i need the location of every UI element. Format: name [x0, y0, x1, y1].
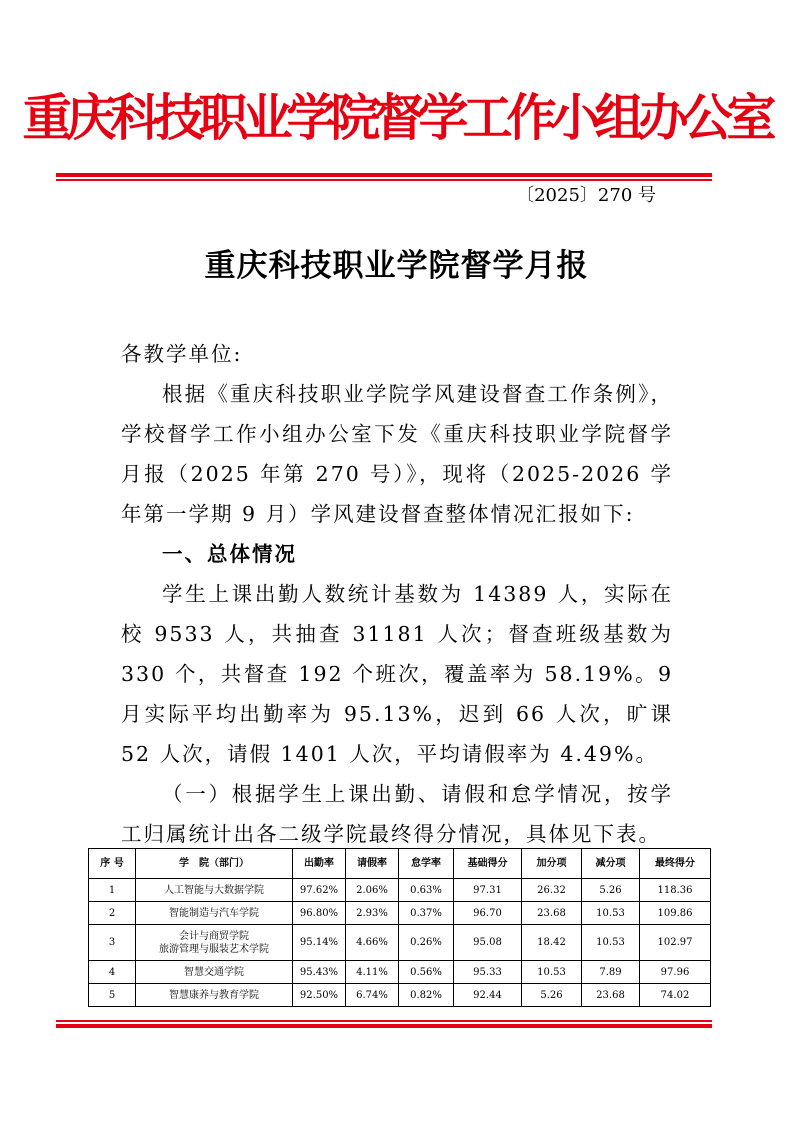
table-cell-attendance: 95.14%: [293, 925, 346, 961]
subsection-paragraph: （一）根据学生上课出勤、请假和怠学情况，按学工归属统计出各二级学院最终得分情况，具体见下表。: [121, 782, 673, 846]
overview-paragraph: 学生上课出勤人数统计基数为 14389 人，实际在校 9533 人，共抽查 31181 人次；督查班级基数为 330 个，共督查 192 个班次，覆盖率为 58.19%。9 月实际平均出勤率为 95.13%，迟到 66 人次，旷课 52 人次，请假 1401 人次，平均请假率为 4.49%。: [121, 582, 673, 766]
section-heading: 一、总体情况: [162, 542, 297, 566]
office-masthead: 重庆科技职业学院督学工作小组办公室: [22, 89, 771, 147]
table-cell-attendance: 96.80%: [293, 902, 346, 925]
table-header-cell: 怠学率: [399, 849, 454, 879]
table-cell-units: [136, 984, 293, 1007]
table-cell-bonus: 23.68: [522, 902, 582, 925]
table-cell-bonus: 10.53: [522, 961, 582, 984]
table-cell-units: [136, 961, 293, 984]
document-number: 〔2025〕270 号: [516, 185, 656, 206]
table-header-cell: 序 号: [89, 849, 136, 879]
table-cell-base: 96.70: [454, 902, 522, 925]
table-row: [89, 902, 711, 925]
table-cell-truancy: 0.26%: [399, 925, 454, 961]
document-title: 重庆科技职业学院督学月报: [204, 248, 589, 284]
table-cell-attendance: 97.62%: [293, 879, 346, 902]
table-cell-base: 92.44: [454, 984, 522, 1007]
table-cell-no: 3: [89, 925, 136, 961]
table-cell-deduction: 10.53: [582, 925, 640, 961]
table-cell-deduction: 10.53: [582, 902, 640, 925]
document-body: [121, 334, 673, 854]
table-cell-bonus: 26.32: [522, 879, 582, 902]
table-cell-truancy: 0.56%: [399, 961, 454, 984]
table-cell-deduction: 23.68: [582, 984, 640, 1007]
table-cell-leave: 4.11%: [346, 961, 399, 984]
table-cell-final: 102.97: [640, 925, 711, 961]
table-cell-base: 95.08: [454, 925, 522, 961]
score-table: [88, 848, 711, 1007]
table-cell-bonus: 18.42: [522, 925, 582, 961]
table-cell-units: [136, 902, 293, 925]
table-row: [89, 961, 711, 984]
table-header-cell: 学 院（部门）: [136, 849, 293, 879]
table-cell-units: [136, 925, 293, 961]
table-cell-final: 97.96: [640, 961, 711, 984]
table-header-cell: 出勤率: [293, 849, 346, 879]
table-header-cell: 基础得分: [454, 849, 522, 879]
salutation: 各教学单位:: [121, 342, 243, 366]
table-cell-base: 97.31: [454, 879, 522, 902]
table-row: [89, 984, 711, 1007]
table-cell-leave: 2.93%: [346, 902, 399, 925]
table-cell-no: 1: [89, 879, 136, 902]
unit-name: 会计与商贸学院: [179, 930, 249, 942]
table-cell-truancy: 0.82%: [399, 984, 454, 1007]
intro-paragraph: 根据《重庆科技职业学院学风建设督查工作条例》，学校督学工作小组办公室下发《重庆科技职业学院督学月报（2025 年第 270 号）》，现将（2025-2026 学年第一学期 9 月）学风建设督查整体情况汇报如下:: [121, 382, 673, 526]
table-header-cell: 加分项: [522, 849, 582, 879]
table-cell-truancy: 0.63%: [399, 879, 454, 902]
table-cell-truancy: 0.37%: [399, 902, 454, 925]
footer-rule-thin: [56, 1020, 712, 1022]
table-row: [89, 879, 711, 902]
table-cell-attendance: 95.43%: [293, 961, 346, 984]
unit-name: 智能制造与汽车学院: [169, 907, 259, 919]
unit-name: 人工智能与大数据学院: [164, 884, 264, 896]
unit-name: 智慧康养与教育学院: [169, 989, 259, 1001]
table-cell-leave: 2.06%: [346, 879, 399, 902]
table-header-cell: 最终得分: [640, 849, 711, 879]
masthead-rule-thick: [56, 173, 712, 177]
table-cell-deduction: 7.89: [582, 961, 640, 984]
unit-name: 旅游管理与服装艺术学院: [159, 943, 269, 955]
table-cell-leave: 4.66%: [346, 925, 399, 961]
masthead-rule-thin: [56, 179, 712, 181]
table-header-cell: 减分项: [582, 849, 640, 879]
table-cell-leave: 6.74%: [346, 984, 399, 1007]
table-cell-final: 118.36: [640, 879, 711, 902]
footer-rule-thick: [56, 1024, 712, 1028]
unit-name: 智慧交通学院: [184, 966, 244, 978]
table-cell-no: 4: [89, 961, 136, 984]
table-cell-final: 74.02: [640, 984, 711, 1007]
table-cell-no: 2: [89, 902, 136, 925]
table-cell-units: [136, 879, 293, 902]
table-cell-attendance: 92.50%: [293, 984, 346, 1007]
table-row: [89, 925, 711, 961]
table-cell-no: 5: [89, 984, 136, 1007]
table-header-row: [89, 849, 711, 879]
table-cell-base: 95.33: [454, 961, 522, 984]
table-cell-deduction: 5.26: [582, 879, 640, 902]
table-cell-final: 109.86: [640, 902, 711, 925]
table-header-cell: 请假率: [346, 849, 399, 879]
table-cell-bonus: 5.26: [522, 984, 582, 1007]
